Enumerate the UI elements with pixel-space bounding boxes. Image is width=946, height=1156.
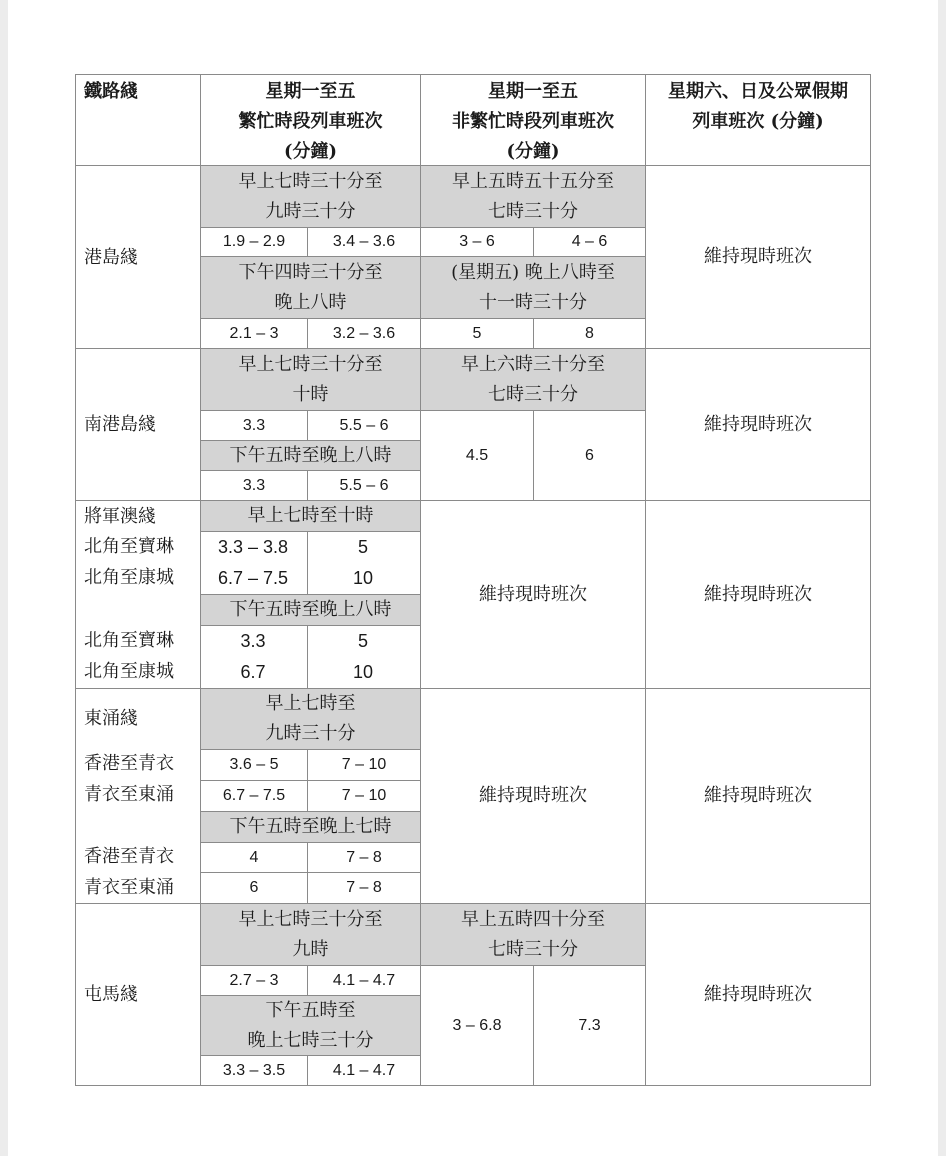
tko-peak-am-value: 6.7 – 7.5 (217, 568, 289, 588)
line-name-tko: 將軍澳綫 (84, 506, 156, 527)
tko-peak-am-value: 3.3 – 3.8 (217, 537, 289, 557)
tuenma-peak-am-value: 2.7 – 3 (200, 965, 308, 996)
island-peak-am-value: 3.4 – 3.6 (307, 227, 421, 257)
header-weekday-peak: 星期一至五 繁忙時段列車班次 (分鐘) (200, 74, 421, 166)
header-weekday-offpeak: 星期一至五 非繁忙時段列車班次 (分鐘) (420, 74, 646, 166)
island-offpeak-am-period: 早上五時五十五分至 七時三十分 (420, 165, 646, 228)
tuenma-offpeak-value: 3 – 6.8 (420, 965, 534, 1086)
tuenma-weekend: 維持現時班次 (645, 903, 871, 1086)
tko-offpeak: 維持現時班次 (420, 500, 646, 689)
island-peak-pm-value: 2.1 – 3 (200, 318, 308, 349)
tungchung-peak-am-value: 7 – 10 (307, 749, 421, 781)
island-peak-pm-period: 下午四時三十分至 晚上八時 (200, 256, 421, 319)
route-label: 北角至寶琳 (84, 536, 174, 557)
route-label: 香港至青衣 (84, 753, 174, 774)
south-offpeak-period: 早上六時三十分至 七時三十分 (420, 348, 646, 411)
tko-weekend: 維持現時班次 (645, 500, 871, 689)
tuenma-peak-am-value: 4.1 – 4.7 (307, 965, 421, 996)
south-weekend: 維持現時班次 (645, 348, 871, 501)
tko-peak-pm-value: 3.3 (240, 631, 266, 651)
page-edge-left (0, 0, 8, 1156)
island-peak-am-value: 1.9 – 2.9 (200, 227, 308, 257)
route-label: 青衣至東涌 (84, 784, 174, 805)
tungchung-peak-pm-value: 4 (200, 842, 308, 873)
route-label: 北角至康城 (84, 567, 174, 588)
south-peak-pm-value: 5.5 – 6 (307, 470, 421, 501)
tungchung-peak-pm-value: 7 – 8 (307, 842, 421, 873)
header-railway-line: 鐵路綫 (75, 74, 201, 166)
tuenma-peak-pm-value: 3.3 – 3.5 (200, 1055, 308, 1086)
tko-peak-am-value: 10 (352, 568, 374, 588)
island-offpeak-am-value: 4 – 6 (533, 227, 646, 257)
tuenma-offpeak-period: 早上五時四十分至 七時三十分 (420, 903, 646, 966)
island-weekend: 維持現時班次 (645, 165, 871, 349)
route-label: 北角至康城 (84, 661, 174, 682)
line-name-south-island: 南港島綫 (84, 414, 156, 435)
route-label: 青衣至東涌 (84, 877, 174, 898)
line-name-island: 港島綫 (84, 247, 138, 268)
south-peak-pm-value: 3.3 (200, 470, 308, 501)
tungchung-peak-am-value: 7 – 10 (307, 780, 421, 812)
island-peak-am-period: 早上七時三十分至 九時三十分 (200, 165, 421, 228)
island-offpeak-am-value: 3 – 6 (420, 227, 534, 257)
tungchung-peak-am-period: 早上七時至 九時三十分 (200, 688, 421, 750)
south-peak-am-value: 5.5 – 6 (307, 410, 421, 441)
south-offpeak-value: 4.5 (420, 410, 534, 501)
island-peak-pm-value: 3.2 – 3.6 (307, 318, 421, 349)
tungchung-peak-pm-value: 7 – 8 (307, 872, 421, 904)
line-name-tuen-ma: 屯馬綫 (84, 984, 138, 1005)
island-offpeak-pm-period: (星期五) 晚上八時至 十一時三十分 (420, 256, 646, 319)
south-offpeak-value: 6 (533, 410, 646, 501)
tuenma-peak-pm-value: 4.1 – 4.7 (307, 1055, 421, 1086)
line-name-tung-chung: 東涌綫 (84, 708, 138, 729)
tko-peak-am-value: 5 (357, 537, 368, 557)
tungchung-peak-pm-period: 下午五時至晚上七時 (200, 811, 421, 843)
tungchung-offpeak: 維持現時班次 (420, 688, 646, 904)
tko-peak-am-period: 早上七時至十時 (200, 500, 421, 532)
south-peak-am-period: 早上七時三十分至 十時 (200, 348, 421, 411)
tuenma-offpeak-value: 7.3 (533, 965, 646, 1086)
tko-peak-pm-value: 5 (357, 631, 368, 651)
route-label: 香港至青衣 (84, 846, 174, 867)
header-weekend-holiday: 星期六、日及公眾假期 列車班次 (分鐘) (645, 74, 871, 166)
island-offpeak-pm-value: 8 (533, 318, 646, 349)
tungchung-peak-am-value: 3.6 – 5 (200, 749, 308, 781)
tko-peak-pm-value: 10 (352, 662, 374, 682)
tuenma-peak-pm-period: 下午五時至 晚上七時三十分 (200, 995, 421, 1056)
route-label: 北角至寶琳 (84, 630, 174, 651)
island-offpeak-pm-value: 5 (420, 318, 534, 349)
tko-peak-pm-period: 下午五時至晚上八時 (200, 594, 421, 626)
page-edge-right (938, 0, 946, 1156)
tungchung-peak-am-value: 6.7 – 7.5 (200, 780, 308, 812)
tko-peak-pm-value: 6.7 (240, 662, 266, 682)
tuenma-peak-am-period: 早上七時三十分至 九時 (200, 903, 421, 966)
south-peak-pm-period: 下午五時至晚上八時 (200, 440, 421, 471)
tungchung-peak-pm-value: 6 (200, 872, 308, 904)
tungchung-weekend: 維持現時班次 (645, 688, 871, 904)
south-peak-am-value: 3.3 (200, 410, 308, 441)
